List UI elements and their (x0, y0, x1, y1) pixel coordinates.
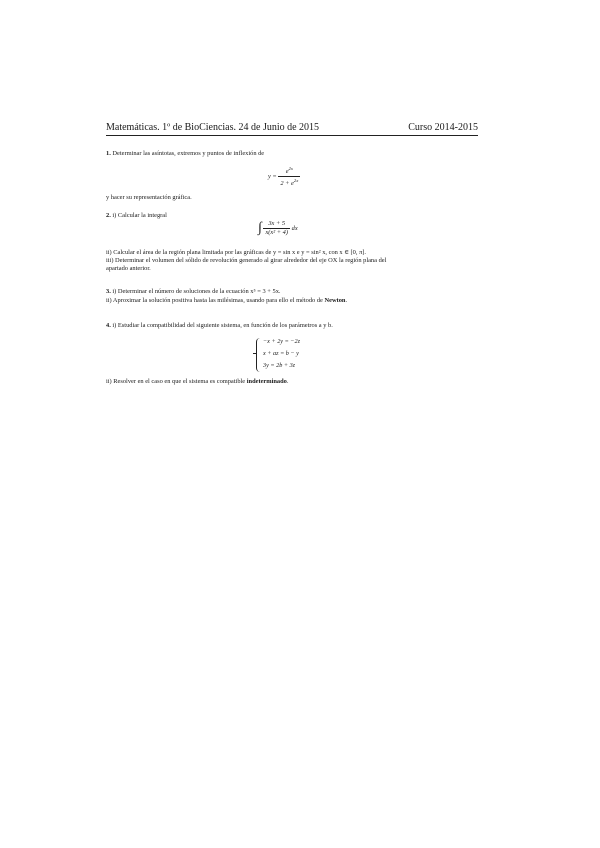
problem-4-number: 4. (106, 322, 111, 329)
header-rule (106, 135, 478, 136)
problem-2-part-iii-line1: iii) Determinar el volumen del sólido de revolución generado al girar alrededor del eje OX la región plana del (106, 257, 387, 264)
problem-1-number: 1. (106, 150, 111, 157)
fraction-numerator: $e^{2x}$ (278, 165, 300, 177)
problem-2-integral (258, 220, 298, 237)
indeterminate-label: indeterminado (246, 378, 287, 385)
problem-1-tail: y hacer su representación gráfica. (106, 194, 192, 201)
system-brace (256, 338, 261, 372)
problem-3-part-i (106, 288, 281, 296)
integral-numerator: 3x + 5 (263, 220, 290, 229)
problem-1-statement (106, 150, 264, 158)
problem-4-ii-period: . (286, 378, 289, 385)
problem-2-number: 2. (106, 212, 111, 219)
problem-4-ii-text: ii) Resolver en el caso en que el sistema es compatible (106, 378, 246, 385)
system-equation-2: x + az = b − y (263, 350, 299, 357)
system-brace-tip (253, 353, 256, 356)
newton-method-label: Newton (324, 297, 346, 304)
equation-lhs: y = (268, 173, 277, 181)
integral-denominator: x(x² + 4) (265, 229, 289, 236)
problem-3-part-ii (106, 297, 347, 305)
problem-4-i-text: i) Estudiar la compatibilidad del siguiente sistema, en función de los parámetros a y b. (112, 322, 333, 329)
problem-3-number: 3. (106, 288, 111, 295)
problem-3-ii-period: . (345, 297, 348, 304)
system-equation-3: 3y = 2b + 3z (263, 362, 296, 369)
problem-3-ii-text: ii) Aproximar la solución positiva hasta las milésimas, usando para ello el método de (106, 297, 323, 304)
problem-1-text: Determinar las asíntotas, extremos y puntos de inflexión de (112, 150, 265, 157)
problem-3-i-text: i) Determinar el número de soluciones de la ecuación x⁵ = 3 + 5x. (112, 288, 281, 295)
header-course: Curso 2014-2015 (408, 122, 478, 133)
system-equation-1: −x + 2y = −2z (263, 338, 300, 345)
problem-2-part-ii: ii) Calcular el área de la región plana limitada por las gráficas de y = sin x e y = sin² x, con x ∈ [0, π]. (106, 249, 367, 256)
problem-1-equation (268, 165, 300, 188)
equation-fraction (278, 165, 300, 188)
problem-2-i-text: i) Calcular la integral (112, 212, 167, 219)
problem-2-part-i (106, 212, 167, 220)
problem-4-part-ii (106, 378, 288, 386)
fraction-denominator: $2 + e^{2x}$ (280, 178, 299, 188)
problem-2-part-iii-line2: apartado anterior. (106, 265, 151, 272)
problem-4-part-i (106, 322, 333, 330)
integral-symbol: ∫ (258, 220, 262, 236)
integral-fraction (263, 220, 290, 237)
integral-differential: dx (291, 224, 298, 232)
header-title: Matemáticas. 1º de BioCiencias. 24 de Junio de 2015 (106, 122, 320, 133)
